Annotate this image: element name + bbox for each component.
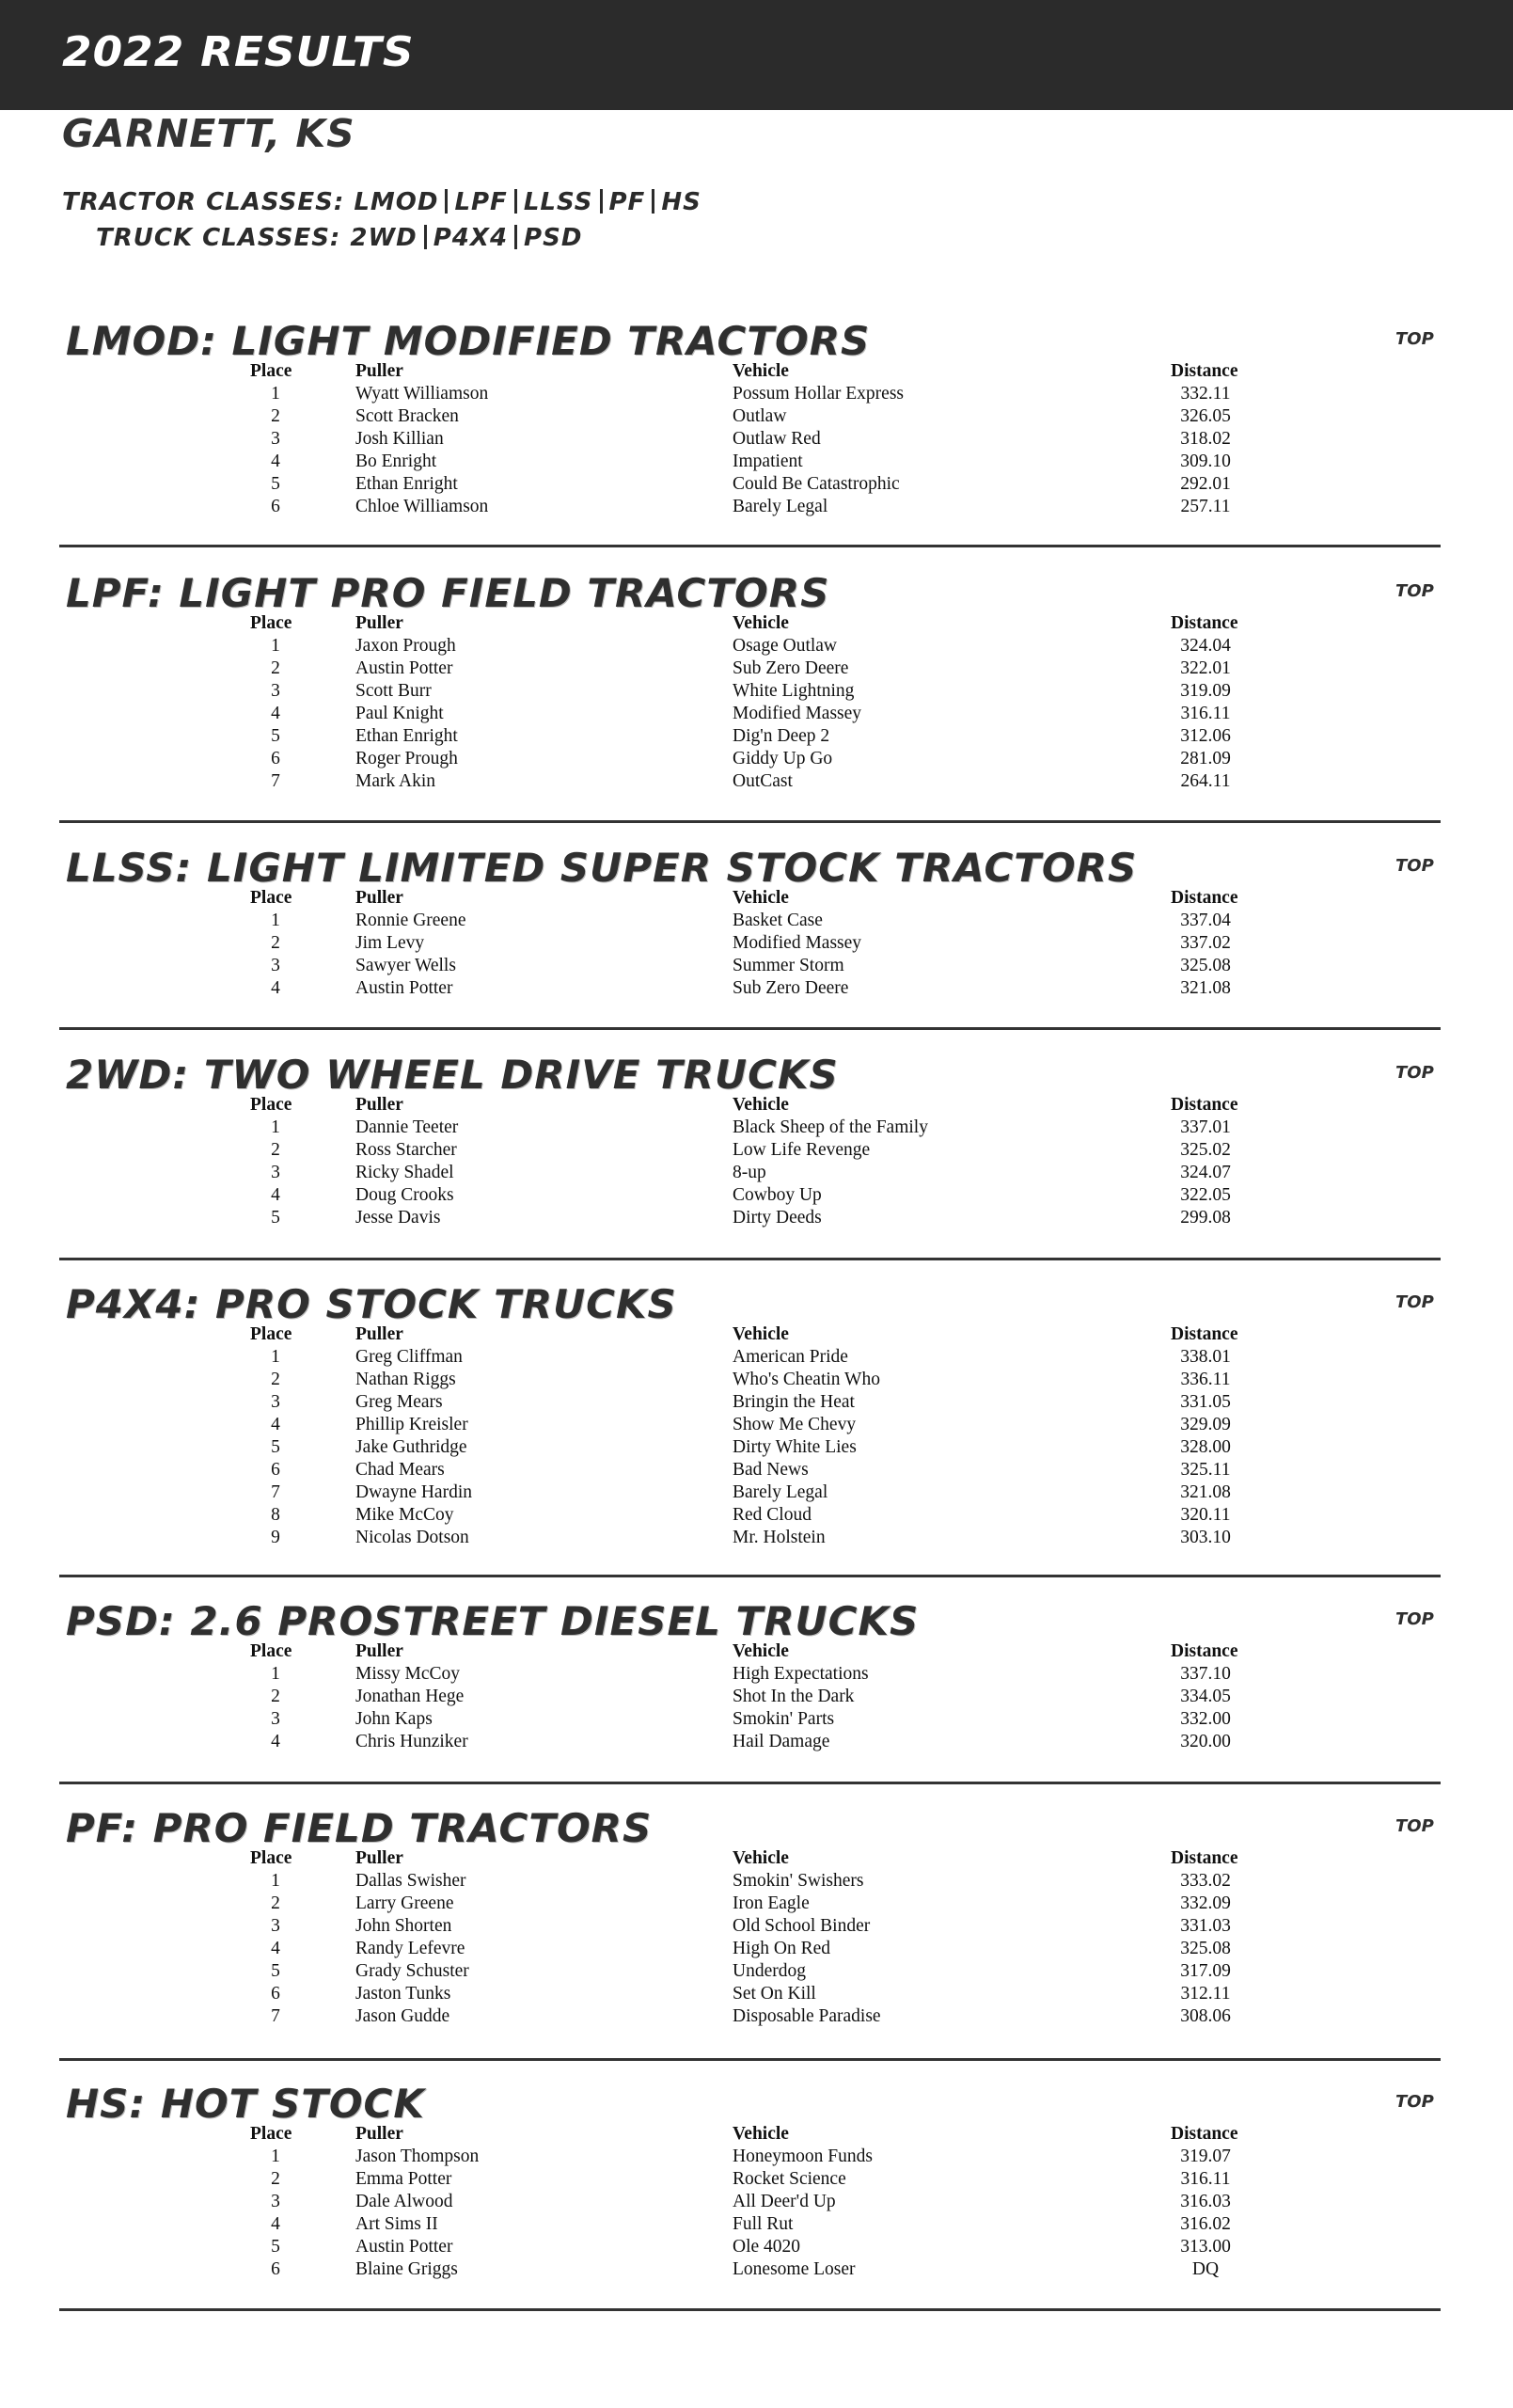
column-header-vehicle: Vehicle — [733, 1641, 789, 1661]
section-divider — [59, 2308, 1441, 2311]
puller-cell: Jake Guthridge — [355, 1437, 467, 1457]
distance-cell: 317.09 — [1180, 1961, 1231, 1981]
vehicle-cell: Could Be Catastrophic — [733, 474, 900, 494]
column-header-puller: Puller — [355, 1848, 403, 1868]
place-cell: 7 — [271, 1482, 280, 1502]
back-to-top-link[interactable]: TOP — [1395, 1292, 1434, 1312]
place-cell: 4 — [271, 1415, 280, 1434]
vehicle-cell: 8-up — [733, 1163, 766, 1182]
place-cell: 9 — [271, 1528, 280, 1547]
place-cell: 2 — [271, 933, 280, 953]
column-header-puller: Puller — [355, 888, 403, 908]
place-cell: 7 — [271, 2006, 280, 2026]
place-cell: 6 — [271, 749, 280, 768]
vehicle-cell: Dirty Deeds — [733, 1208, 822, 1228]
puller-cell: Austin Potter — [355, 2237, 453, 2257]
distance-cell: 312.06 — [1180, 726, 1231, 746]
place-cell: 4 — [271, 1939, 280, 1958]
place-cell: 3 — [271, 2192, 280, 2211]
place-cell: 3 — [271, 1709, 280, 1729]
vehicle-cell: Set On Kill — [733, 1984, 816, 2004]
puller-cell: Ricky Shadel — [355, 1163, 454, 1182]
distance-cell: 320.00 — [1180, 1732, 1231, 1751]
puller-cell: Jason Thompson — [355, 2147, 480, 2166]
vehicle-cell: Dig'n Deep 2 — [733, 726, 830, 746]
puller-cell: Jonathan Hege — [355, 1687, 465, 1706]
place-cell: 4 — [271, 2214, 280, 2234]
puller-cell: Nathan Riggs — [355, 1370, 456, 1389]
distance-cell: 316.02 — [1180, 2214, 1231, 2234]
column-header-vehicle: Vehicle — [733, 613, 789, 633]
place-cell: 1 — [271, 1347, 280, 1367]
distance-cell: 325.08 — [1180, 1939, 1231, 1958]
distance-cell: 331.05 — [1180, 1392, 1231, 1412]
column-header-vehicle: Vehicle — [733, 361, 789, 381]
nav-link-lmod[interactable]: LMOD — [354, 188, 439, 216]
section-title: P4X4: PRO STOCK TRUCKS — [66, 1281, 677, 1327]
vehicle-cell: Smokin' Parts — [733, 1709, 835, 1729]
vehicle-cell: Barely Legal — [733, 1482, 828, 1502]
column-header-vehicle: Vehicle — [733, 1095, 789, 1115]
vehicle-cell: High On Red — [733, 1939, 830, 1958]
column-header-puller: Puller — [355, 361, 403, 381]
distance-cell: 337.02 — [1180, 933, 1231, 953]
column-header-place: Place — [250, 361, 292, 381]
vehicle-cell: Cowboy Up — [733, 1185, 822, 1205]
nav-link-hs[interactable]: HS — [661, 188, 701, 216]
place-cell: 8 — [271, 1505, 280, 1525]
distance-cell: 303.10 — [1180, 1528, 1231, 1547]
place-cell: 1 — [271, 2147, 280, 2166]
vehicle-cell: Lonesome Loser — [733, 2259, 856, 2279]
place-cell: 2 — [271, 1370, 280, 1389]
distance-cell: 325.11 — [1180, 1460, 1231, 1480]
place-cell: 6 — [271, 2259, 280, 2279]
back-to-top-link[interactable]: TOP — [1395, 329, 1434, 349]
vehicle-cell: Red Cloud — [733, 1505, 812, 1525]
section-title: PSD: 2.6 PROSTREET DIESEL TRUCKS — [66, 1598, 920, 1644]
place-cell: 3 — [271, 429, 280, 449]
column-header-place: Place — [250, 613, 292, 633]
place-cell: 6 — [271, 497, 280, 516]
vehicle-cell: Smokin' Swishers — [733, 1871, 864, 1891]
puller-cell: Bo Enright — [355, 452, 437, 471]
vehicle-cell: Bringin the Heat — [733, 1392, 855, 1412]
distance-cell: 299.08 — [1180, 1208, 1231, 1228]
section-divider — [59, 2058, 1441, 2061]
puller-cell: Ronnie Greene — [355, 911, 466, 930]
distance-cell: DQ — [1191, 2259, 1220, 2279]
nav-link-2wd[interactable]: 2WD — [350, 224, 418, 252]
vehicle-cell: Low Life Revenge — [733, 1140, 871, 1160]
distance-cell: 316.03 — [1180, 2192, 1231, 2211]
distance-cell: 334.05 — [1180, 1687, 1231, 1706]
vehicle-cell: Underdog — [733, 1961, 806, 1981]
back-to-top-link[interactable]: TOP — [1395, 856, 1434, 876]
puller-cell: Jaston Tunks — [355, 1984, 451, 2004]
place-cell: 4 — [271, 704, 280, 723]
place-cell: 2 — [271, 658, 280, 678]
column-header-place: Place — [250, 888, 292, 908]
place-cell: 4 — [271, 978, 280, 998]
distance-cell: 264.11 — [1180, 771, 1231, 791]
distance-cell: 333.02 — [1180, 1871, 1231, 1891]
puller-cell: Blaine Griggs — [355, 2259, 458, 2279]
puller-cell: Greg Cliffman — [355, 1347, 463, 1367]
section-divider — [59, 1575, 1441, 1577]
puller-cell: Art Sims II — [355, 2214, 438, 2234]
column-header-place: Place — [250, 1848, 292, 1868]
vehicle-cell: Full Rut — [733, 2214, 794, 2234]
distance-cell: 337.01 — [1180, 1117, 1231, 1137]
vehicle-cell: Impatient — [733, 452, 803, 471]
column-header-distance: Distance — [1171, 361, 1238, 381]
column-header-puller: Puller — [355, 1641, 403, 1661]
column-header-place: Place — [250, 1324, 292, 1344]
tractor-classes-nav — [62, 188, 701, 216]
tractor-classes-label: TRACTOR CLASSES: — [62, 188, 345, 216]
distance-cell: 308.06 — [1180, 2006, 1231, 2026]
puller-cell: Emma Potter — [355, 2169, 452, 2189]
column-header-vehicle: Vehicle — [733, 1324, 789, 1344]
distance-cell: 329.09 — [1180, 1415, 1231, 1434]
vehicle-cell: Disposable Paradise — [733, 2006, 881, 2026]
column-header-distance: Distance — [1171, 888, 1238, 908]
distance-cell: 326.05 — [1180, 406, 1231, 426]
column-header-distance: Distance — [1171, 1095, 1238, 1115]
place-cell: 3 — [271, 681, 280, 701]
puller-cell: Dallas Swisher — [355, 1871, 466, 1891]
section-title: HS: HOT STOCK — [66, 2081, 425, 2127]
column-header-puller: Puller — [355, 613, 403, 633]
distance-cell: 322.05 — [1180, 1185, 1231, 1205]
place-cell: 2 — [271, 406, 280, 426]
puller-cell: Dwayne Hardin — [355, 1482, 472, 1502]
section-divider — [59, 1027, 1441, 1030]
distance-cell: 324.04 — [1180, 636, 1231, 656]
place-cell: 2 — [271, 2169, 280, 2189]
column-header-vehicle: Vehicle — [733, 1848, 789, 1868]
place-cell: 2 — [271, 1140, 280, 1160]
column-header-vehicle: Vehicle — [733, 888, 789, 908]
vehicle-cell: Iron Eagle — [733, 1893, 810, 1913]
distance-cell: 337.10 — [1180, 1664, 1231, 1684]
header-bar — [0, 0, 1513, 110]
truck-classes-label: TRUCK CLASSES: — [96, 224, 341, 252]
place-cell: 5 — [271, 726, 280, 746]
section-title: LLSS: LIGHT LIMITED SUPER STOCK TRACTORS — [66, 845, 1138, 891]
vehicle-cell: Old School Binder — [733, 1916, 871, 1936]
place-cell: 1 — [271, 384, 280, 404]
place-cell: 5 — [271, 1961, 280, 1981]
vehicle-cell: Dirty White Lies — [733, 1437, 857, 1457]
vehicle-cell: Osage Outlaw — [733, 636, 838, 656]
nav-link-pf[interactable]: PF — [608, 188, 646, 216]
distance-cell: 312.11 — [1180, 1984, 1231, 2004]
column-header-distance: Distance — [1171, 2124, 1238, 2144]
puller-cell: Chris Hunziker — [355, 1732, 468, 1751]
place-cell: 4 — [271, 1732, 280, 1751]
event-location: GARNETT, KS — [62, 111, 355, 156]
puller-cell: Mike McCoy — [355, 1505, 454, 1525]
puller-cell: Wyatt Williamson — [355, 384, 489, 404]
column-header-distance: Distance — [1171, 1848, 1238, 1868]
place-cell: 4 — [271, 1185, 280, 1205]
place-cell: 1 — [271, 636, 280, 656]
section-title: PF: PRO FIELD TRACTORS — [66, 1805, 653, 1851]
puller-cell: Jason Gudde — [355, 2006, 450, 2026]
truck-classes-nav — [96, 224, 582, 252]
place-cell: 1 — [271, 911, 280, 930]
column-header-place: Place — [250, 1641, 292, 1661]
vehicle-cell: Shot In the Dark — [733, 1687, 855, 1706]
puller-cell: Missy McCoy — [355, 1664, 461, 1684]
puller-cell: Larry Greene — [355, 1893, 454, 1913]
nav-separator — [652, 189, 654, 214]
distance-cell: 319.09 — [1180, 681, 1231, 701]
vehicle-cell: Giddy Up Go — [733, 749, 833, 768]
puller-cell: John Shorten — [355, 1916, 452, 1936]
nav-link-llss[interactable]: LLSS — [523, 188, 593, 216]
vehicle-cell: OutCast — [733, 771, 793, 791]
back-to-top-link[interactable]: TOP — [1395, 1816, 1434, 1836]
puller-cell: Ethan Enright — [355, 726, 458, 746]
nav-link-psd[interactable]: PSD — [524, 224, 583, 252]
vehicle-cell: Modified Massey — [733, 704, 862, 723]
distance-cell: 292.01 — [1180, 474, 1231, 494]
distance-cell: 316.11 — [1180, 704, 1231, 723]
place-cell: 1 — [271, 1117, 280, 1137]
puller-cell: John Kaps — [355, 1709, 433, 1729]
puller-cell: Ethan Enright — [355, 474, 458, 494]
vehicle-cell: Modified Massey — [733, 933, 862, 953]
section-title: LPF: LIGHT PRO FIELD TRACTORS — [66, 570, 830, 616]
distance-cell: 318.02 — [1180, 429, 1231, 449]
vehicle-cell: Bad News — [733, 1460, 809, 1480]
nav-separator — [445, 189, 448, 214]
place-cell: 1 — [271, 1871, 280, 1891]
distance-cell: 313.00 — [1180, 2237, 1231, 2257]
column-header-place: Place — [250, 2124, 292, 2144]
puller-cell: Josh Killian — [355, 429, 444, 449]
vehicle-cell: Barely Legal — [733, 497, 828, 516]
vehicle-cell: Mr. Holstein — [733, 1528, 826, 1547]
place-cell: 3 — [271, 1392, 280, 1412]
vehicle-cell: Black Sheep of the Family — [733, 1117, 928, 1137]
puller-cell: Chloe Williamson — [355, 497, 489, 516]
vehicle-cell: Ole 4020 — [733, 2237, 801, 2257]
vehicle-cell: Outlaw — [733, 406, 787, 426]
puller-cell: Dale Alwood — [355, 2192, 453, 2211]
place-cell: 3 — [271, 1163, 280, 1182]
distance-cell: 281.09 — [1180, 749, 1231, 768]
column-header-vehicle: Vehicle — [733, 2124, 789, 2144]
puller-cell: Scott Burr — [355, 681, 432, 701]
distance-cell: 332.09 — [1180, 1893, 1231, 1913]
distance-cell: 338.01 — [1180, 1347, 1231, 1367]
distance-cell: 322.01 — [1180, 658, 1231, 678]
section-title: LMOD: LIGHT MODIFIED TRACTORS — [66, 318, 871, 364]
distance-cell: 325.02 — [1180, 1140, 1231, 1160]
puller-cell: Jesse Davis — [355, 1208, 441, 1228]
nav-link-lpf[interactable]: LPF — [454, 188, 508, 216]
distance-cell: 319.07 — [1180, 2147, 1231, 2166]
place-cell: 5 — [271, 1208, 280, 1228]
puller-cell: Phillip Kreisler — [355, 1415, 468, 1434]
column-header-distance: Distance — [1171, 1641, 1238, 1661]
vehicle-cell: Honeymoon Funds — [733, 2147, 873, 2166]
distance-cell: 336.11 — [1180, 1370, 1231, 1389]
back-to-top-link[interactable]: TOP — [1395, 581, 1434, 601]
puller-cell: Mark Akin — [355, 771, 436, 791]
back-to-top-link[interactable]: TOP — [1395, 2092, 1434, 2112]
distance-cell: 321.08 — [1180, 978, 1231, 998]
vehicle-cell: High Expectations — [733, 1664, 869, 1684]
distance-cell: 328.00 — [1180, 1437, 1231, 1457]
place-cell: 2 — [271, 1687, 280, 1706]
vehicle-cell: Sub Zero Deere — [733, 658, 849, 678]
vehicle-cell: Sub Zero Deere — [733, 978, 849, 998]
section-divider — [59, 545, 1441, 547]
puller-cell: Ross Starcher — [355, 1140, 457, 1160]
section-divider — [59, 1258, 1441, 1260]
distance-cell: 321.08 — [1180, 1482, 1231, 1502]
vehicle-cell: Possum Hollar Express — [733, 384, 904, 404]
distance-cell: 316.11 — [1180, 2169, 1231, 2189]
distance-cell: 332.00 — [1180, 1709, 1231, 1729]
place-cell: 6 — [271, 1460, 280, 1480]
nav-separator — [514, 189, 517, 214]
place-cell: 3 — [271, 956, 280, 975]
distance-cell: 320.11 — [1180, 1505, 1231, 1525]
puller-cell: Roger Prough — [355, 749, 458, 768]
puller-cell: Sawyer Wells — [355, 956, 456, 975]
puller-cell: Dannie Teeter — [355, 1117, 459, 1137]
vehicle-cell: Hail Damage — [733, 1732, 830, 1751]
place-cell: 5 — [271, 1437, 280, 1457]
puller-cell: Chad Mears — [355, 1460, 445, 1480]
nav-link-p4x4[interactable]: P4X4 — [433, 224, 509, 252]
puller-cell: Randy Lefevre — [355, 1939, 465, 1958]
vehicle-cell: Summer Storm — [733, 956, 844, 975]
vehicle-cell: Who's Cheatin Who — [733, 1370, 880, 1389]
place-cell: 6 — [271, 1984, 280, 2004]
column-header-puller: Puller — [355, 2124, 403, 2144]
vehicle-cell: All Deer'd Up — [733, 2192, 836, 2211]
column-header-puller: Puller — [355, 1324, 403, 1344]
distance-cell: 324.07 — [1180, 1163, 1231, 1182]
column-header-distance: Distance — [1171, 613, 1238, 633]
puller-cell: Jim Levy — [355, 933, 425, 953]
column-header-puller: Puller — [355, 1095, 403, 1115]
distance-cell: 332.11 — [1180, 384, 1231, 404]
puller-cell: Austin Potter — [355, 658, 453, 678]
puller-cell: Greg Mears — [355, 1392, 443, 1412]
puller-cell: Grady Schuster — [355, 1961, 469, 1981]
puller-cell: Nicolas Dotson — [355, 1528, 469, 1547]
nav-separator — [424, 225, 427, 249]
place-cell: 7 — [271, 771, 280, 791]
column-header-place: Place — [250, 1095, 292, 1115]
distance-cell: 337.04 — [1180, 911, 1231, 930]
back-to-top-link[interactable]: TOP — [1395, 1609, 1434, 1629]
column-header-distance: Distance — [1171, 1324, 1238, 1344]
back-to-top-link[interactable]: TOP — [1395, 1063, 1434, 1083]
vehicle-cell: Outlaw Red — [733, 429, 821, 449]
vehicle-cell: White Lightning — [733, 681, 855, 701]
place-cell: 4 — [271, 452, 280, 471]
puller-cell: Scott Bracken — [355, 406, 459, 426]
puller-cell: Jaxon Prough — [355, 636, 456, 656]
vehicle-cell: Rocket Science — [733, 2169, 846, 2189]
puller-cell: Austin Potter — [355, 978, 453, 998]
place-cell: 3 — [271, 1916, 280, 1936]
section-divider — [59, 820, 1441, 823]
place-cell: 1 — [271, 1664, 280, 1684]
place-cell: 5 — [271, 474, 280, 494]
puller-cell: Paul Knight — [355, 704, 444, 723]
section-divider — [59, 1782, 1441, 1784]
puller-cell: Doug Crooks — [355, 1185, 454, 1205]
page-title: 2022 RESULTS — [62, 28, 415, 76]
vehicle-cell: American Pride — [733, 1347, 848, 1367]
distance-cell: 257.11 — [1180, 497, 1231, 516]
distance-cell: 325.08 — [1180, 956, 1231, 975]
vehicle-cell: Basket Case — [733, 911, 823, 930]
nav-separator — [514, 225, 517, 249]
place-cell: 5 — [271, 2237, 280, 2257]
place-cell: 2 — [271, 1893, 280, 1913]
section-title: 2WD: TWO WHEEL DRIVE TRUCKS — [66, 1052, 839, 1098]
nav-separator — [600, 189, 603, 214]
vehicle-cell: Show Me Chevy — [733, 1415, 857, 1434]
distance-cell: 309.10 — [1180, 452, 1231, 471]
distance-cell: 331.03 — [1180, 1916, 1231, 1936]
